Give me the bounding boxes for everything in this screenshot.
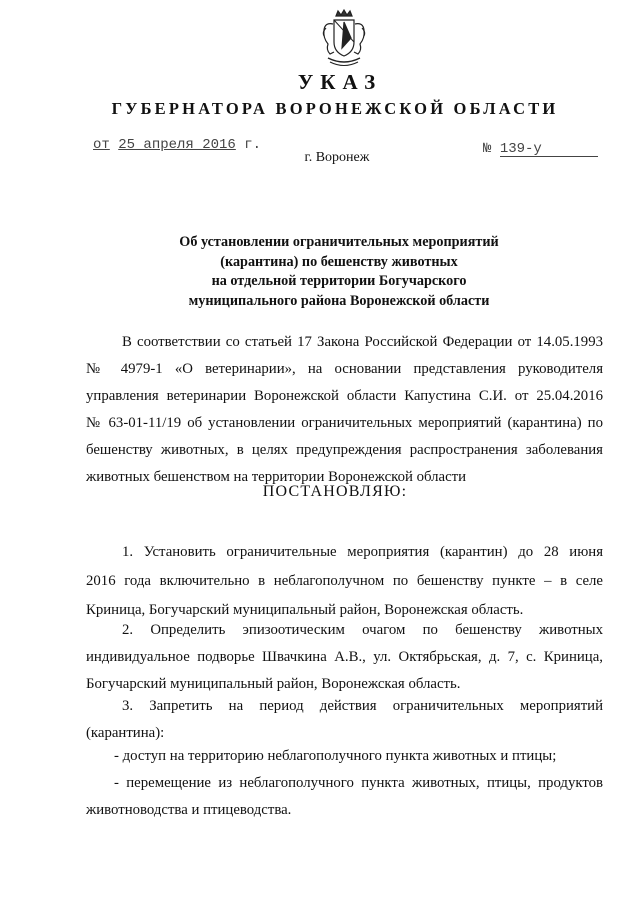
city: г. Воронеж [304, 150, 370, 165]
item-line: (карантина): [86, 725, 165, 741]
number-sign: № [483, 141, 492, 157]
item-2 [86, 617, 603, 698]
preamble [86, 329, 603, 491]
list-item: животноводства и птицеводства. [86, 802, 292, 818]
item-line: 3. Запретить на период действия ограничительных мероприятий [122, 698, 603, 714]
item-line: 2016 года включительно в неблагополучном по бешенству пункте – в селе [86, 573, 603, 589]
date-suffix: г. [244, 137, 262, 153]
item-line: 2. Определить эпизоотическим очагом по бешенству животных [122, 622, 603, 638]
date-value: 25 апреля 2016 [118, 137, 236, 153]
prohibitions-list [86, 743, 603, 824]
subject-line: муниципального района Воронежской области [188, 292, 490, 309]
coat-of-arms-emblem [318, 8, 370, 70]
document-title: УКАЗ [297, 70, 383, 94]
list-item: - доступ на территорию неблагополучного пункта животных и птицы; [114, 748, 557, 764]
preamble-line: В соответствии со статьей 17 Закона Российской Федерации от 14.05.1993 [122, 334, 603, 350]
number-value: 139-у [500, 142, 598, 157]
item-line: 1. Установить ограничительные мероприятия (карантин) до 28 июня [122, 544, 603, 560]
subject-line: (карантина) по бешенству животных [220, 253, 458, 270]
decree-subject [0, 233, 640, 311]
item-line: Криница, Богучарский муниципальный район, Воронежская область. [86, 602, 524, 618]
preamble-line: бешенству животных, в целях предупреждения распространения заболевания [86, 442, 603, 458]
preamble-line: животных бешенством на территории Воронежской области [86, 469, 467, 485]
item-3 [86, 693, 603, 747]
item-1 [86, 538, 603, 625]
list-item: - перемещение из неблагополучного пункта животных, птицы, продуктов [114, 775, 603, 791]
preamble-line: № 63-01-11/19 об установлении ограничительных мероприятий (карантина) по [86, 415, 603, 431]
preamble-line: № 4979-1 «О ветеринарии», на основании представления руководителя [86, 361, 603, 377]
subject-line: Об установлении ограничительных мероприятий [179, 234, 499, 250]
document-subtitle: ГУБЕРНАТОРА ВОРОНЕЖСКОЙ ОБЛАСТИ [111, 99, 559, 118]
item-line: Богучарский муниципальный район, Воронежская область. [86, 676, 461, 692]
item-line: индивидуальное подворье Швачкина А.В., ул. Октябрьская, д. 7, с. Криница, [86, 649, 603, 665]
subject-line: на отдельной территории Богучарского [211, 273, 467, 289]
preamble-line: управления ветеринарии Воронежской области Капустина С.И. от 25.04.2016 [86, 388, 603, 404]
date-prefix: от [93, 137, 110, 153]
decree-word: ПОСТАНОВЛЯЮ: [262, 483, 408, 500]
